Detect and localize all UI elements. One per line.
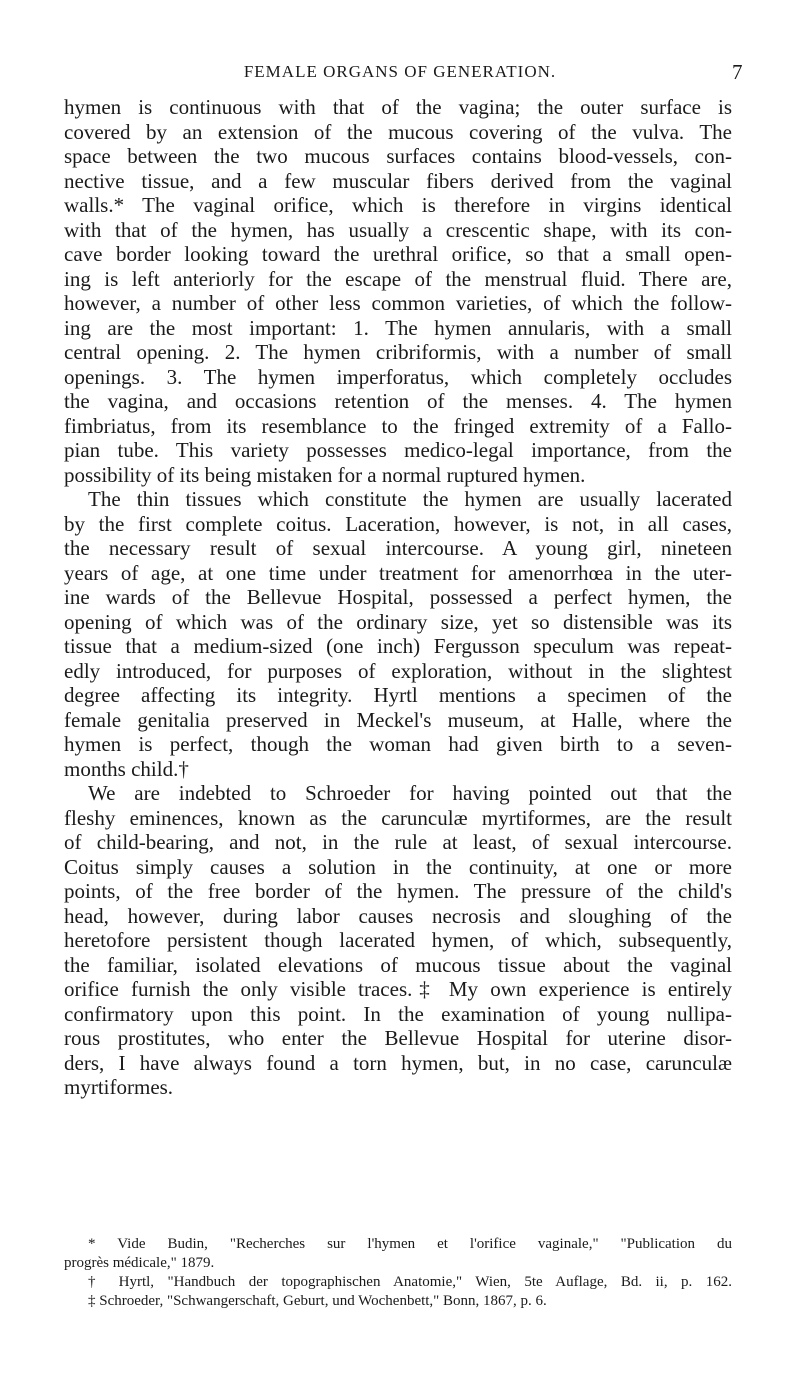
text-line: myrtiformes. [64, 1075, 174, 1099]
footnote-line: progrès médicale," 1879. [64, 1255, 215, 1271]
text-line: space between the two mucous surfaces contains blood-vessels, con- [64, 144, 732, 168]
footnote-line: * Vide Budin, "Recherches sur l'hymen et l'orifice vaginale," "Publication du [88, 1236, 732, 1252]
text-line: months child.† [64, 756, 189, 781]
text-line: female genitalia preserved in Meckel's museum, at Halle, where the [64, 707, 732, 732]
text-line: fleshy eminences, known as the carunculæ myrtiformes, are the result [64, 805, 732, 830]
text-line: the vagina, and occasions retention of the menses. 4. The hymen [64, 389, 732, 413]
text-line: with that of the hymen, has usually a crescentic shape, with its con- [64, 217, 732, 242]
text-line: tissue that a medium-sized (one inch) Fergusson speculum was repeat- [64, 634, 732, 658]
text-line: hymen is continuous with that of the vagina; the outer surface is [64, 95, 732, 119]
text-line: We are indebted to Schroeder for having pointed out that the [88, 781, 732, 805]
text-line: of child-bearing, and not, in the rule at least, of sexual intercourse. [64, 830, 732, 854]
text-line: points, of the free border of the hymen. The pressure of the child's [64, 879, 732, 903]
text-line: Coitus simply causes a solution in the continuity, at one or more [64, 854, 732, 879]
text-line: ine wards of the Bellevue Hospital, possessed a perfect hymen, the [64, 585, 732, 609]
text-line: nective tissue, and a few muscular fibers derived from the vaginal [64, 168, 732, 193]
text-line: the necessary result of sexual intercourse. A young girl, nineteen [64, 536, 732, 560]
footnote-line: ‡ Schroeder, "Schwangerschaft, Geburt, und Wochenbett," Bonn, 1867, p. 6. [88, 1293, 547, 1309]
text-line: head, however, during labor causes necrosis and sloughing of the [64, 903, 732, 928]
text-line: central opening. 2. The hymen cribriformis, with a number of small [64, 340, 732, 364]
text-line: walls.* The vaginal orifice, which is therefore in virgins identical [64, 193, 732, 217]
text-line: degree affecting its integrity. Hyrtl mentions a specimen of the [64, 683, 732, 707]
running-title: FEMALE ORGANS OF GENERATION. [243, 62, 557, 81]
text-line: ing is left anteriorly for the escape of the menstrual fluid. There are, [64, 266, 732, 291]
running-head [0, 62, 800, 86]
text-line: cave border looking toward the urethral orifice, so that a small open- [64, 242, 732, 266]
text-line: ing are the most important: 1. The hymen annularis, with a small [64, 315, 732, 340]
text-line: covered by an extension of the mucous covering of the vulva. The [64, 119, 732, 144]
text-line: possibility of its being mistaken for a normal ruptured hymen. [64, 462, 586, 487]
text-line: heretofore persistent though lacerated hymen, of which, subsequently, [64, 928, 732, 952]
text-line: edly introduced, for purposes of exploration, without in the slightest [64, 658, 732, 683]
text-line: rous prostitutes, who enter the Bellevue Hospital for uterine disor- [64, 1026, 732, 1050]
text-line: fimbriatus, from its resemblance to the fringed extremity of a Fallo- [64, 413, 732, 438]
text-line: hymen is perfect, though the woman had given birth to a seven- [64, 732, 732, 756]
footnote-line: † Hyrtl, "Handbuch der topographischen Anatomie," Wien, 5te Auflage, Bd. ii, p. 162. [88, 1274, 732, 1290]
text-line: The thin tissues which constitute the hymen are usually lacerated [88, 487, 732, 511]
footnotes [64, 1235, 732, 1311]
text-line: the familiar, isolated elevations of mucous tissue about the vaginal [64, 952, 732, 977]
text-line: years of age, at one time under treatment for amenorrhœa in the uter- [64, 560, 732, 585]
text-line: openings. 3. The hymen imperforatus, which completely occludes [64, 364, 732, 389]
text-line: ders, I have always found a torn hymen, but, in no case, carunculæ [64, 1050, 732, 1075]
text-line: orifice furnish the only visible traces.‡ My own experience is entirely [64, 977, 732, 1001]
text-line: confirmatory upon this point. In the examination of young nullipa- [64, 1001, 732, 1026]
text-line: however, a number of other less common varieties, of which the follow- [64, 291, 732, 315]
body-text [64, 95, 732, 1100]
page-number: 7 [732, 60, 743, 84]
text-line: pian tube. This variety possesses medico-legal importance, from the [64, 438, 732, 462]
text-line: opening of which was of the ordinary size, yet so distensible was its [64, 609, 732, 634]
text-line: by the first complete coitus. Laceration, however, is not, in all cases, [64, 511, 732, 536]
